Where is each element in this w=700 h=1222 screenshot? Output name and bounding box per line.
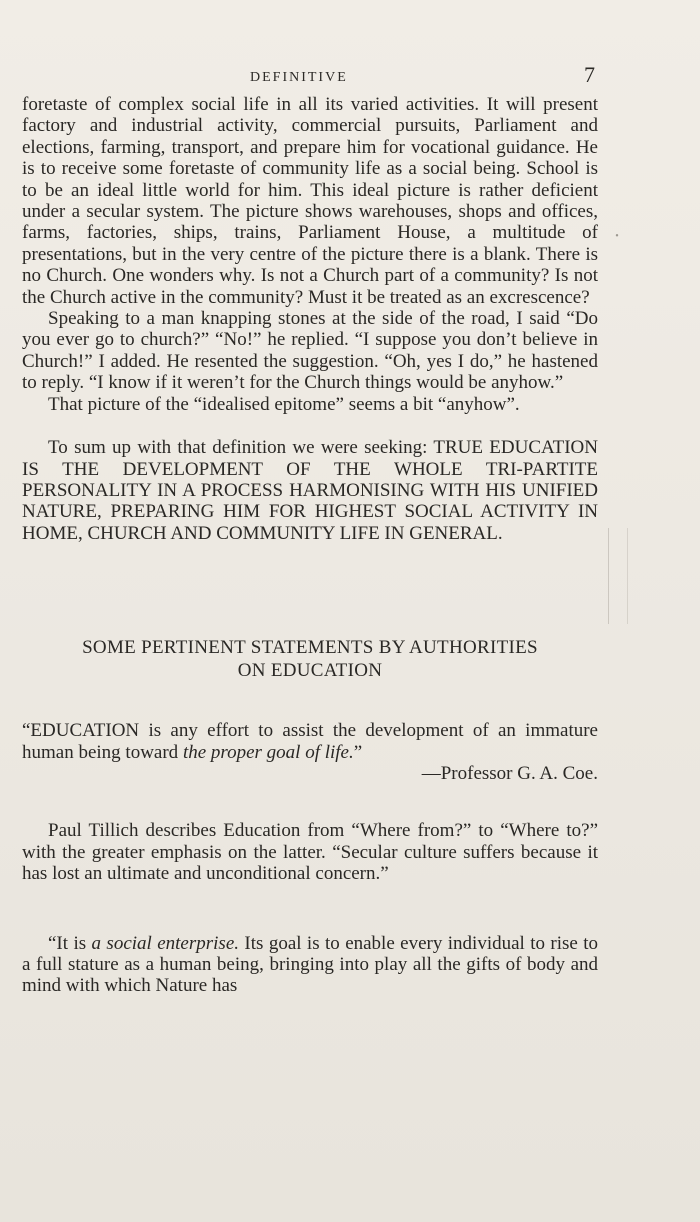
- quote-social-emphasis: a social enterprise.: [91, 932, 240, 954]
- page-body: [22, 94, 598, 997]
- section-heading: [22, 636, 598, 682]
- page-number: 7: [584, 62, 595, 87]
- quote-tillich: Paul Tillich describes Education from “Where from?” to “Where to?” with the greater emphasis on the latter. “Secular culture suffers because it has lost an ultimate and unconditional concern.”: [22, 820, 598, 885]
- body-paragraph: Speaking to a man knapping stones at the side of the road, I said “Do you ever go to church?” “No!” he replied. “I suppose you don’t believe in Church!” I added. He resented the suggestion. “Oh, yes I do,” he hastened to reply. “I know if it weren’t for the Church things would be anyhow.”: [22, 308, 598, 394]
- running-header: [0, 62, 620, 92]
- education-definition: TRUE EDUCATION IS THE DEVELOPMENT OF THE WHOLE TRI-PARTITE PERSONALITY IN A PROCESS HARMONISING WITH HIS UNIFIED NATURE, PREPARING HIM FOR HIGHEST SOCIAL ACTIVITY IN HOME, CHURCH AND COMMUNITY LIFE IN GENERAL.: [22, 437, 598, 544]
- quote-social-prefix: “It is: [48, 932, 87, 954]
- body-paragraph: foretaste of complex social life in all its varied activities. It will present factory and industrial activity, commercial pursuits, Parliament and elections, farming, transport, and prepare him for vocational guidance. He is to receive some foretaste of community life as a social being. School is to be an ideal little world for him. This ideal picture is rather deficient under a secular system. The picture shows warehouses, shops and offices, farms, factories, ships, trains, Parliament House, a multitude of presentations, but in the very centre of the picture there is a blank. There is no Church. One wonders why. Is not a Church part of a community? Is not the Church active in the community? Must it be treated as an excrescence?: [22, 94, 598, 308]
- quote-text: [22, 720, 598, 763]
- body-paragraph: That picture of the “idealised epitome” seems a bit “anyhow”.: [48, 393, 520, 415]
- quote-social-enterprise: [22, 933, 598, 997]
- quote-coe-emphasis: the proper goal of life.: [182, 741, 354, 763]
- section-heading-line-1: SOME PERTINENT STATEMENTS BY AUTHORITIES: [82, 637, 538, 659]
- section-heading-line-2: ON EDUCATION: [237, 660, 383, 682]
- quote-coe: [22, 720, 598, 784]
- margin-dot-mark: •: [615, 231, 619, 242]
- quote-attribution: —Professor G. A. Coe.: [421, 762, 598, 784]
- quote-social-text: Its goal is to enable every individual to rise to a full stature as a human being, bringing into play all the gifts of body and mind with which Nature has: [22, 932, 599, 997]
- summary-lead: To sum up with that definition we were seeking:: [48, 437, 428, 459]
- quote-coe-close: ”: [353, 741, 363, 763]
- margin-pencil-mark: [608, 528, 628, 624]
- running-title: DEFINITIVE: [250, 70, 348, 85]
- summary-paragraph: [22, 437, 598, 544]
- quote-coe-text: “EDUCATION is any effort to assist the development of an immature human being toward: [22, 720, 598, 763]
